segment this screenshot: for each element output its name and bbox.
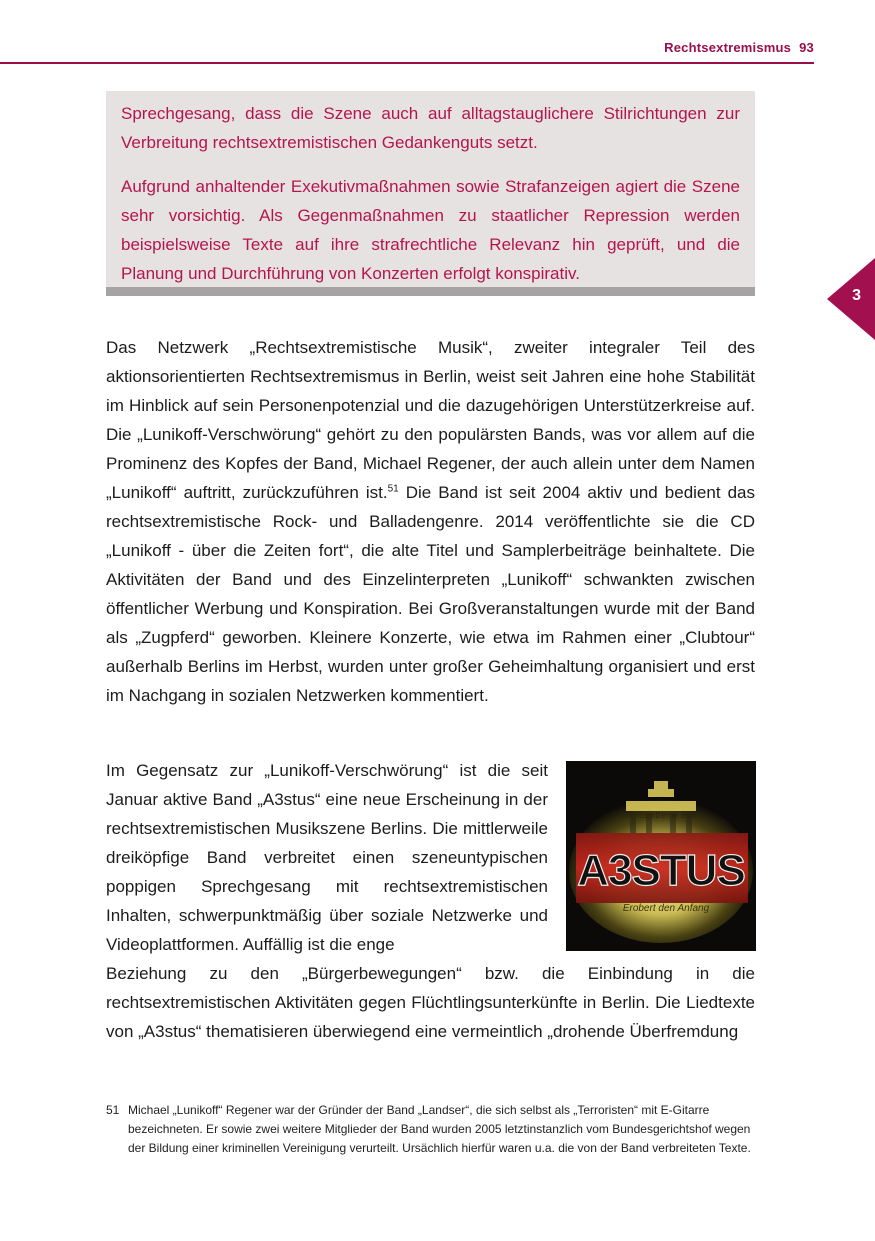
logo-top-text: Rechtsextreme Berlin (617, 810, 705, 820)
running-header-title: Rechtsextremismus (664, 40, 792, 55)
chapter-tab-number: 3 (852, 287, 861, 304)
body-text: Beziehung zu den „Bürgerbewegungen“ bzw. die Einbindung in die rechtsextremistischen Aktivitäten gegen Flüchtlingsunterkünfte in Berlin. Die Liedtexte von „A3stus“ thematisieren überwiegend eine vermeintlich „drohende Überfremdung (106, 964, 755, 1041)
page-number: 93 (799, 40, 814, 55)
body-paragraph (106, 333, 755, 710)
band-logo-graphic (566, 761, 756, 951)
body-text: Das Netzwerk „Rechtsextremistische Musik“, zweiter integraler Teil des aktionsorientierten Rechtsextremismus in Berlin, weist seit Jahren eine hohe Stabilität im Hinblick auf sein Personenpotenzial und die dazugehörigen Unterstützerkreise auf. Die „Lunikoff-Verschwörung“ gehört zu den populärsten Bands, was vor allem auf die Prominenz des Kopfes der Band, Michael Regener, der auch allein unter dem Namen „Lunikoff“ auftritt, zurückzuführen ist. (106, 338, 755, 502)
info-box-paragraph: Aufgrund anhaltender Exekutivmaßnahmen sowie Strafanzeigen agiert die Szene sehr vorsichtig. Als Gegenmaßnahmen zu staatlicher Repression werden beispielsweise Texte auf ihre strafrechtliche Relevanz hin geprüft, und die Planung und Durchführung von Konzerten erfolgt konspirativ. (121, 177, 740, 283)
header-rule (0, 62, 814, 64)
body-text-wrapped: Im Gegensatz zur „Lunikoff-Verschwörung“ ist die seit Januar aktive Band „A3stus“ eine neue Erscheinung in der rechtsextremistischen Musikszene Berlins. Die mittlerweile dreiköpfige Band verbreitet einen szeneuntypischen poppigen Sprechgesang mit rechtsextremistischen Inhalten, schwerpunktmäßig über soziale Netzwerke und Videoplattformen. Auffällig ist die enge (106, 761, 548, 954)
running-header (664, 40, 814, 55)
footnote-reference: 51 (387, 483, 399, 495)
info-box (106, 91, 755, 296)
chapter-tab (827, 258, 875, 340)
footnote-text: Michael „Lunikoff“ Regener war der Gründer der Band „Landser“, die sich selbst als „Terroristen“ mit E-Gitarre bezeichneten. Er sowie zwei weitere Mitglieder der Band wurden 2005 letztinstanzlich vom Bundesgerichtshof wegen der Bildung einer kriminellen Vereinigung verurteilt. Ursächlich hierfür waren u.a. die von der Band verbreiteten Texte. (128, 1103, 751, 1155)
logo-bottom-text: Erobert den Anfang (622, 903, 710, 914)
info-box-paragraph: Sprechgesang, dass die Szene auch auf alltagstauglichere Stilrichtungen zur Verbreitung rechtsextremistischen Gedankenguts setzt. (121, 104, 740, 152)
footnote (106, 1101, 755, 1158)
logo-banner-text: A3STUS (577, 846, 745, 895)
footnote-number: 51 (106, 1103, 120, 1117)
body-text: Die Band ist seit 2004 aktiv und bedient das rechtsextremistische Rock- und Balladengenre. 2014 veröffentlichte sie die CD „Lunikoff - über die Zeiten fort“, die alte Titel und Samplerbeiträge beinhaltete. Die Aktivitäten der Band und des Einzelinterpreten „Lunikoff“ schwankten zwischen öffentlicher Werbung und Konspiration. Bei Großveranstaltungen wurde mit der Band als „Zugpferd“ geworben. Kleinere Konzerte, wie etwa im Rahmen einer „Clubtour“ außerhalb Berlins im Herbst, wurden unter großer Geheimhaltung organisiert und erst im Nachgang in sozialen Netzwerken kommentiert. (106, 483, 755, 705)
band-logo-image (566, 761, 756, 951)
